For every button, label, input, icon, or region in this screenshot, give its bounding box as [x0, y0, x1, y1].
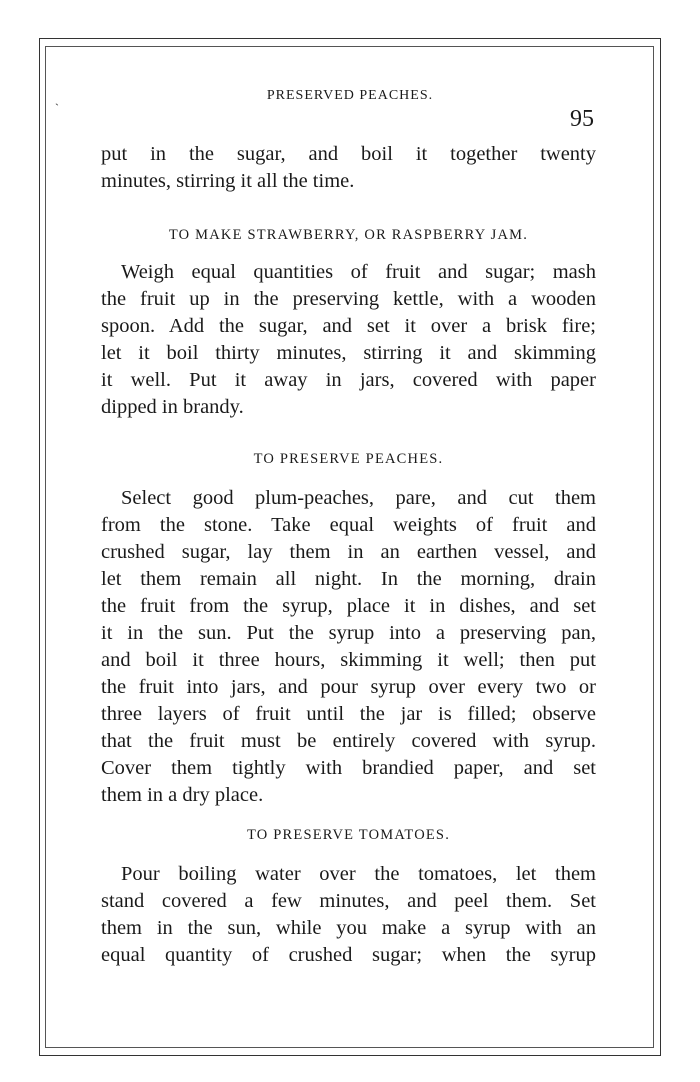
text-line: let it boil thirty minutes, stirring it and skimming — [101, 342, 596, 364]
page-number: 95 — [570, 106, 594, 132]
text-line: Cover them tightly with brandied paper, and set — [101, 757, 596, 779]
text-line: the fruit into jars, and pour syrup over every two or — [101, 676, 596, 698]
text-line: the fruit up in the preserving kettle, with a wooden — [101, 288, 596, 310]
text-line: it in the sun. Put the syrup into a preserving pan, — [101, 622, 596, 644]
section-heading: TO PRESERVE TOMATOES. — [246, 827, 451, 843]
section-preserve-peaches — [101, 446, 596, 809]
text-line: the fruit from the syrup, place it in dishes, and set — [101, 595, 596, 617]
text-line: three layers of fruit until the jar is filled; observe — [101, 703, 596, 725]
text-line: it well. Put it away in jars, covered with paper — [101, 369, 596, 391]
text-line: them in a dry place. — [101, 784, 264, 806]
running-head: PRESERVED PEACHES. — [266, 88, 434, 103]
text-line: Select good plum-peaches, pare, and cut them — [121, 487, 596, 509]
text-line: equal quantity of crushed sugar; when the syrup — [101, 944, 596, 966]
text-line: that the fruit must be entirely covered with syrup. — [101, 730, 596, 752]
text-line: and boil it three hours, skimming it well; then put — [101, 649, 596, 671]
text-line: Pour boiling water over the tomatoes, let them — [121, 863, 596, 885]
scan-speck: ˎ — [55, 92, 59, 106]
section-preserve-tomatoes — [101, 822, 596, 969]
text-line: dipped in brandy. — [101, 396, 244, 418]
text-line: put in the sugar, and boil it together twenty — [101, 143, 596, 165]
text-line: from the stone. Take equal weights of fruit and — [101, 514, 596, 536]
continuation-paragraph — [101, 141, 596, 195]
section-heading: TO PRESERVE PEACHES. — [253, 451, 444, 467]
section-heading: TO MAKE STRAWBERRY, OR RASPBERRY JAM. — [168, 227, 529, 243]
text-line: stand covered a few minutes, and peel them. Set — [101, 890, 596, 912]
text-line: let them remain all night. In the morning, drain — [101, 568, 596, 590]
text-line: minutes, stirring it all the time. — [101, 170, 355, 192]
section-strawberry-jam — [101, 222, 596, 421]
text-line: spoon. Add the sugar, and set it over a brisk fire; — [101, 315, 596, 337]
text-line: Weigh equal quantities of fruit and sugar; mash — [121, 261, 596, 283]
text-line: them in the sun, while you make a syrup with an — [101, 917, 596, 939]
text-line: crushed sugar, lay them in an earthen vessel, and — [101, 541, 596, 563]
